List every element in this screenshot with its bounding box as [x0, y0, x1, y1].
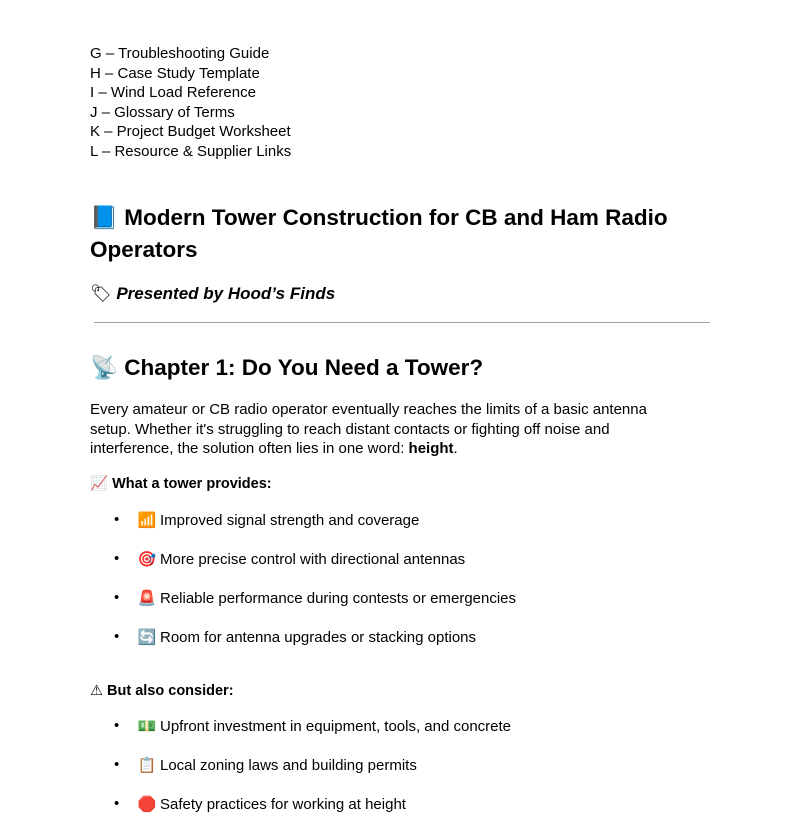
horizontal-divider — [94, 322, 710, 323]
list-item-text: Local zoning laws and building permits — [160, 757, 417, 774]
appendix-list — [90, 44, 291, 161]
book-title — [90, 202, 730, 265]
list-item — [90, 755, 511, 794]
chapter-heading — [90, 352, 483, 384]
list-item — [90, 549, 516, 588]
bullet-icon: • — [114, 550, 120, 567]
list-item-text: Upfront investment in equipment, tools, and concrete — [160, 718, 512, 735]
book-subtitle-text: Presented by Hood’s Finds — [116, 284, 336, 303]
list-item-text: Improved signal strength and coverage — [160, 512, 420, 529]
appendix-item: K – Project Budget Worksheet — [90, 123, 291, 140]
clipboard-icon: 📋 — [137, 756, 157, 774]
siren-light-icon: 🚨 — [137, 589, 157, 607]
list-item — [90, 510, 516, 549]
warning-icon: ⚠ — [90, 683, 103, 699]
list-item-text: More precise control with directional antennas — [160, 551, 466, 568]
list-item — [90, 588, 516, 627]
chart-increasing-icon: 📈 — [90, 476, 109, 492]
appendix-item: H – Case Study Template — [90, 64, 260, 82]
satellite-antenna-icon: 📡 — [90, 355, 119, 381]
book-subtitle — [90, 282, 335, 306]
provides-heading-text: What a tower provides: — [112, 476, 272, 492]
list-item — [90, 716, 511, 755]
chapter-heading-text: Chapter 1: Do You Need a Tower? — [124, 355, 484, 380]
consider-heading-text: But also consider: — [107, 683, 234, 699]
appendix-item: G – Troubleshooting Guide — [90, 45, 270, 62]
money-bill-icon: 💵 — [137, 717, 157, 735]
target-icon: 🎯 — [137, 550, 157, 568]
provides-list — [90, 510, 516, 666]
chapter-intro-paragraph — [90, 400, 690, 459]
appendix-item: I – Wind Load Reference — [90, 84, 256, 101]
intro-text: Every amateur or CB radio operator eventually reaches the limits of a basic antenna setup. Whether it's struggling to reach distant contacts or fighting off noise and interference, the solution often lies in one word: — [90, 401, 647, 457]
list-item-text: Safety practices for working at height — [160, 796, 406, 813]
list-item — [90, 627, 516, 666]
appendix-item: J – Glossary of Terms — [90, 103, 235, 121]
list-item — [90, 794, 511, 833]
arrows-cycle-icon: 🔄 — [137, 628, 157, 646]
appendix-item: L – Resource & Supplier Links — [90, 142, 292, 160]
bullet-icon: • — [114, 717, 120, 734]
consider-list — [90, 716, 511, 833]
bullet-icon: • — [114, 589, 120, 606]
book-title-text: Modern Tower Construction for CB and Ham Radio Operators — [90, 205, 668, 262]
intro-bold-word: height — [408, 440, 454, 457]
signal-bars-icon: 📶 — [137, 511, 157, 529]
bullet-icon: • — [114, 795, 120, 812]
bullet-icon: • — [114, 756, 120, 773]
provides-heading — [90, 474, 272, 494]
list-item-text: Room for antenna upgrades or stacking options — [160, 629, 477, 646]
consider-heading — [90, 681, 234, 701]
stop-sign-icon: 🛑 — [137, 795, 157, 813]
list-item-text: Reliable performance during contests or emergencies — [160, 590, 517, 607]
bullet-icon: • — [114, 628, 120, 645]
intro-end: . — [453, 440, 458, 457]
blue-book-icon: 📘 — [90, 205, 119, 231]
bullet-icon: • — [114, 511, 120, 528]
label-tag-icon: 🏷 — [90, 284, 112, 304]
